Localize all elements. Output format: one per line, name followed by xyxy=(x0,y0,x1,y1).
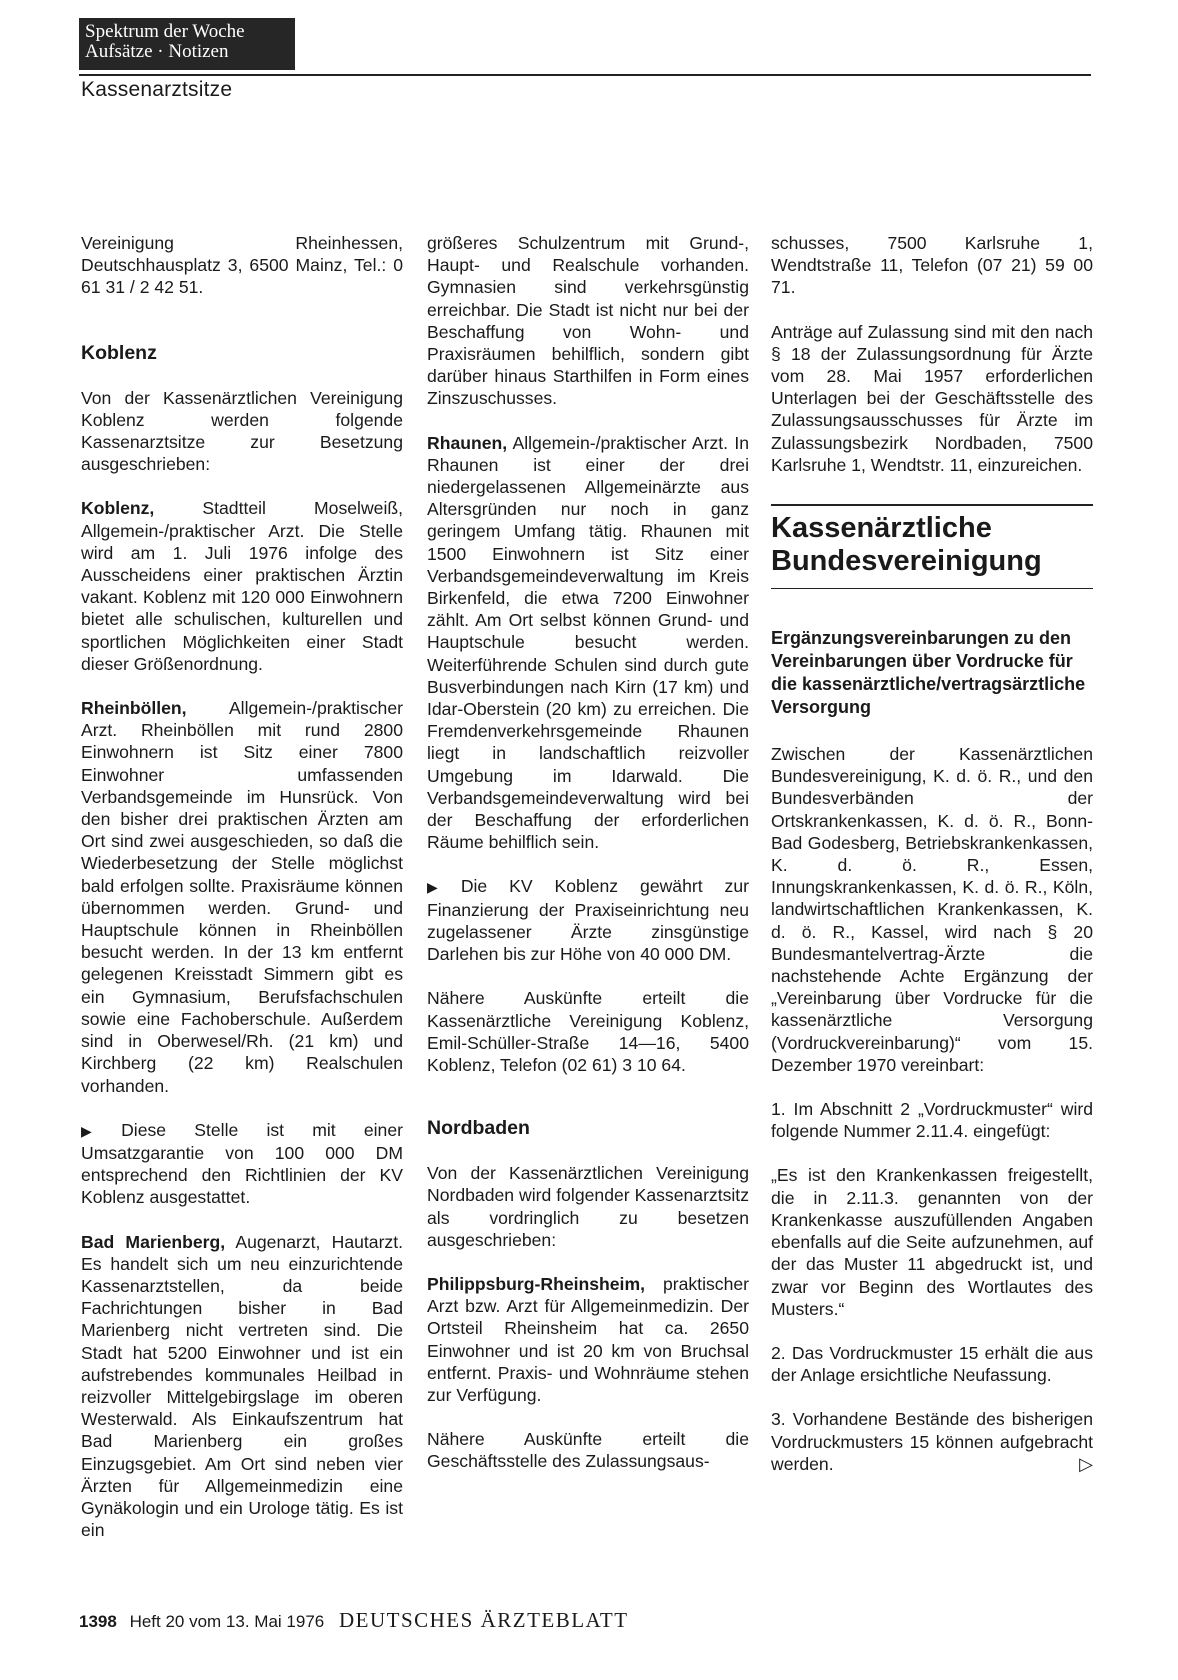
paragraph-auskunft-nordbaden: Nähere Auskünfte erteilt die Geschäftsstelle des Zulassungsaus- xyxy=(427,1429,749,1472)
paragraph-koblenz-intro: Von der Kassenärztlichen Vereinigung Koblenz werden folgende Kassenarztsitze zur Besetzung ausgeschrieben: xyxy=(81,387,403,475)
entry-lead: Philippsburg-Rheinsheim, xyxy=(427,1273,645,1294)
entry-lead: Bad Marienberg, xyxy=(81,1231,226,1252)
page-number: 1398 xyxy=(79,1612,117,1631)
section-label-line2: Aufsätze · Notizen xyxy=(85,41,229,62)
paragraph-zwischen: Zwischen der Kassenärztlichen Bundesvereinigung, K. d. ö. R., und den Bundesverbänden der Ortskrankenkassen, K. d. ö. R., Bonn-Bad Godesberg, Betriebskrankenkassen, K. d. ö. R., Essen, Innungskrankenkassen, K. d. ö. R., Köln, landwirtschaftlichen Krankenkassen, K. d. ö. R., Kassel, wird nach § 20 Bundesmantelvertrag-Ärzte die nachstehende Achte Ergänzung der „Vereinbarung über Vordrucke für die kassenärztliche Versorgung (Vordruckvereinbarung)“ vom 15. Dezember 1970 vereinbart: xyxy=(771,744,1093,1075)
paragraph-nordbaden-intro: Von der Kassenärztlichen Vereinigung Nordbaden wird folgender Kassenarztsitz als vordringlich zu besetzen ausgeschrieben: xyxy=(427,1163,749,1250)
entry-rheinboellen xyxy=(81,697,403,1097)
kbv-bottom-rule xyxy=(771,588,1093,589)
entry-philippsburg xyxy=(427,1273,749,1406)
paragraph-item-2: 2. Das Vordruckmuster 15 erhält die aus der Anlage ersichtliche Neufassung. xyxy=(771,1342,1093,1386)
note-kv-koblenz xyxy=(427,875,749,965)
column-3 xyxy=(771,232,1093,1497)
entry-lead: Rhaunen, xyxy=(427,432,508,453)
arrow-icon: ▶ xyxy=(81,1122,116,1139)
arrow-icon: ▶ xyxy=(427,879,455,896)
heading-nordbaden: Nordbaden xyxy=(427,1117,530,1140)
paragraph-item-3 xyxy=(771,1408,1093,1475)
kbv-title-line2: Bundesvereinigung xyxy=(771,545,1042,578)
kbv-title-line1: Kassenärztliche xyxy=(771,512,992,545)
header-rule xyxy=(79,74,1091,76)
subsection-title: Kassenarztsitze xyxy=(81,78,233,101)
entry-text: Allgemein-/praktischer Arzt. In Rhaunen ist einer der drei niedergelassenen Allgemeinärzte aus Altersgründen nur noch in ganz geringem Umfang tätig. Rhaunen mit 1500 Einwohnern ist Sitz einer Verbandsgemeindeverwaltung im Kreis Birkenfeld, die etwa 7200 Einwohner zählt. Am Ort selbst können Grund- und Hauptschule besucht werden. Weiterführende Schulen sind durch gute Busverbindungen nach Kirn (17 km) und Idar-Oberstein (20 km) zu erreichen. Die Fremdenverkehrsgemeinde Rhaunen liegt in landschaftlich reizvoller Umgebung im Idarwald. Die Verbandsgemeindeverwaltung wird bei der Beschaffung der erforderlichen Räume behilflich sein. xyxy=(427,432,749,853)
paragraph-quote: „Es ist den Krankenkassen freigestellt, die in 2.11.3. genannten von der Krankenkasse auszufüllenden Angaben ebenfalls auf die Seite aufzunehmen, auf der das Muster 11 abgedruckt ist, und zwar vor Beginn des Wortlautes des Musters.“ xyxy=(771,1165,1093,1319)
entry-text: praktischer Arzt bzw. Arzt für Allgemeinmedizin. Der Ortsteil Rheinsheim hat ca. 2650 Einwohner und ist 20 km von Bruchsal entfernt. Praxis- und Wohnräume stehen zur Verfügung. xyxy=(427,1273,749,1405)
note-text: Die KV Koblenz gewährt zur Finanzierung der Praxiseinrichtung neu zugelassener Ärzte zinsgünstige Darlehen bis zur Höhe von 40 000 DM. xyxy=(427,876,749,965)
kbv-subtitle: Ergänzungsvereinbarungen zu den Vereinbarungen über Vordrucke für die kassenärztliche/vertragsärztliche Versorgung xyxy=(771,628,1086,718)
page-footer xyxy=(79,1608,629,1633)
continue-arrow-icon: ▷ xyxy=(1079,1453,1093,1474)
entry-rhaunen xyxy=(427,432,749,854)
section-label-line1: Spektrum der Woche xyxy=(85,21,245,42)
paragraph-item-1: 1. Im Abschnitt 2 „Vordruckmuster“ wird folgende Nummer 2.11.4. eingefügt: xyxy=(771,1099,1093,1142)
section-label-box xyxy=(79,18,295,70)
paragraph-antraege: Anträge auf Zulassung sind mit den nach § 18 der Zulassungsordnung für Ärzte vom 28. Mai 1957 erforderlichen Unterlagen bei der Geschäftsstelle des Zulassungsausschusses für Ärzte im Zulassungsbezirk Nordbaden, 7500 Karlsruhe 1, Wendtstr. 11, einzureichen. xyxy=(771,321,1093,475)
kbv-title xyxy=(771,512,1093,578)
paragraph-auskunft-koblenz: Nähere Auskünfte erteilt die Kassenärztliche Vereinigung Koblenz, Emil-Schüller-Straße 14—16, 5400 Koblenz, Telefon (02 61) 3 10 64. xyxy=(427,988,749,1075)
heading-koblenz: Koblenz xyxy=(81,341,157,364)
entry-text: Stadtteil Moselweiß, Allgemein-/praktischer Arzt. Die Stelle wird am 1. Juli 1976 infolge des Ausscheidens einer praktischen Ärztin vakant. Koblenz mit 120 000 Einwohnern bietet alle schulischen, kulturellen und sportlichen Möglichkeiten einer Stadt dieser Größenordnung. xyxy=(81,498,403,674)
paragraph-rheinhessen-address: Vereinigung Rheinhessen, Deutschhausplatz 3, 6500 Mainz, Tel.: 0 61 31 / 2 42 51. xyxy=(81,233,403,298)
journal-name: DEUTSCHES ÄRZTEBLATT xyxy=(338,1608,629,1632)
entry-text: Augenarzt, Hautarzt. Es handelt sich um neu einzurichtende Kassenarztstellen, da beide Fachrichtungen bisher in Bad Marienberg nicht vertreten sind. Die Stadt hat 5200 Einwohner und ist ein aufstrebendes kommunales Heilbad in reizvoller Mittelgebirgslage im oberen Westerwald. Als Einkaufszentrum hat Bad Marienberg ein großes Einzugsgebiet. Am Ort sind neben vier Ärzten für Allgemeinmedizin eine Gynäkologin und ein Urologe tätig. Es ist ein xyxy=(81,1231,404,1541)
note-umsatzgarantie xyxy=(81,1119,403,1209)
entry-text: Allgemein-/praktischer Arzt. Rheinböllen mit rund 2800 Einwohnern ist Sitz einer 7800 Einwohner umfassenden Verbandsgemeinde im Hunsrück. Von den bisher drei praktischen Ärzten am Ort sind zwei ausgeschieden, so daß die Wiederbesetzung der Stelle möglichst bald erfolgen sollte. Praxisräume können übernommen werden. Grund- und Hauptschule können in Rheinböllen besucht werden. In der 13 km entfernt gelegenen Kreisstadt Simmern gibt es ein Gymnasium, Berufsfachschulen sowie eine Fachoberschule. Außerdem sind in Oberwesel/Rh. (21 km) und Kirchberg (22 km) Realschulen vorhanden. xyxy=(81,698,403,1096)
entry-lead: Koblenz, xyxy=(81,498,155,519)
issue-info: Heft 20 vom 13. Mai 1976 xyxy=(129,1612,325,1631)
paragraph-continuation: schusses, 7500 Karlsruhe 1, Wendtstraße 11, Telefon (07 21) 59 00 71. xyxy=(771,233,1093,298)
kbv-top-rule xyxy=(771,504,1093,506)
column-1 xyxy=(81,232,403,1563)
entry-lead: Rheinböllen, xyxy=(81,698,187,719)
entry-koblenz xyxy=(81,497,403,675)
note-text: Diese Stelle ist mit einer Umsatzgarantie von 100 000 DM entsprechend den Richtlinien der KV Koblenz ausgestattet. xyxy=(81,1119,403,1208)
column-2 xyxy=(427,232,749,1495)
entry-bad-marienberg xyxy=(81,1231,403,1542)
item-3-text: 3. Vorhandene Bestände des bisherigen Vordruckmusters 15 können aufgebracht werden. xyxy=(771,1409,1093,1474)
paragraph-continuation: größeres Schulzentrum mit Grund-, Haupt- und Realschule vorhanden. Gymnasien sind verkehrsgünstig erreichbar. Die Stadt ist nicht nur bei der Beschaffung von Wohn- und Praxisräumen behilflich, sondern gibt darüber hinaus Starthilfen in Form eines Zinszuschusses. xyxy=(427,233,749,409)
